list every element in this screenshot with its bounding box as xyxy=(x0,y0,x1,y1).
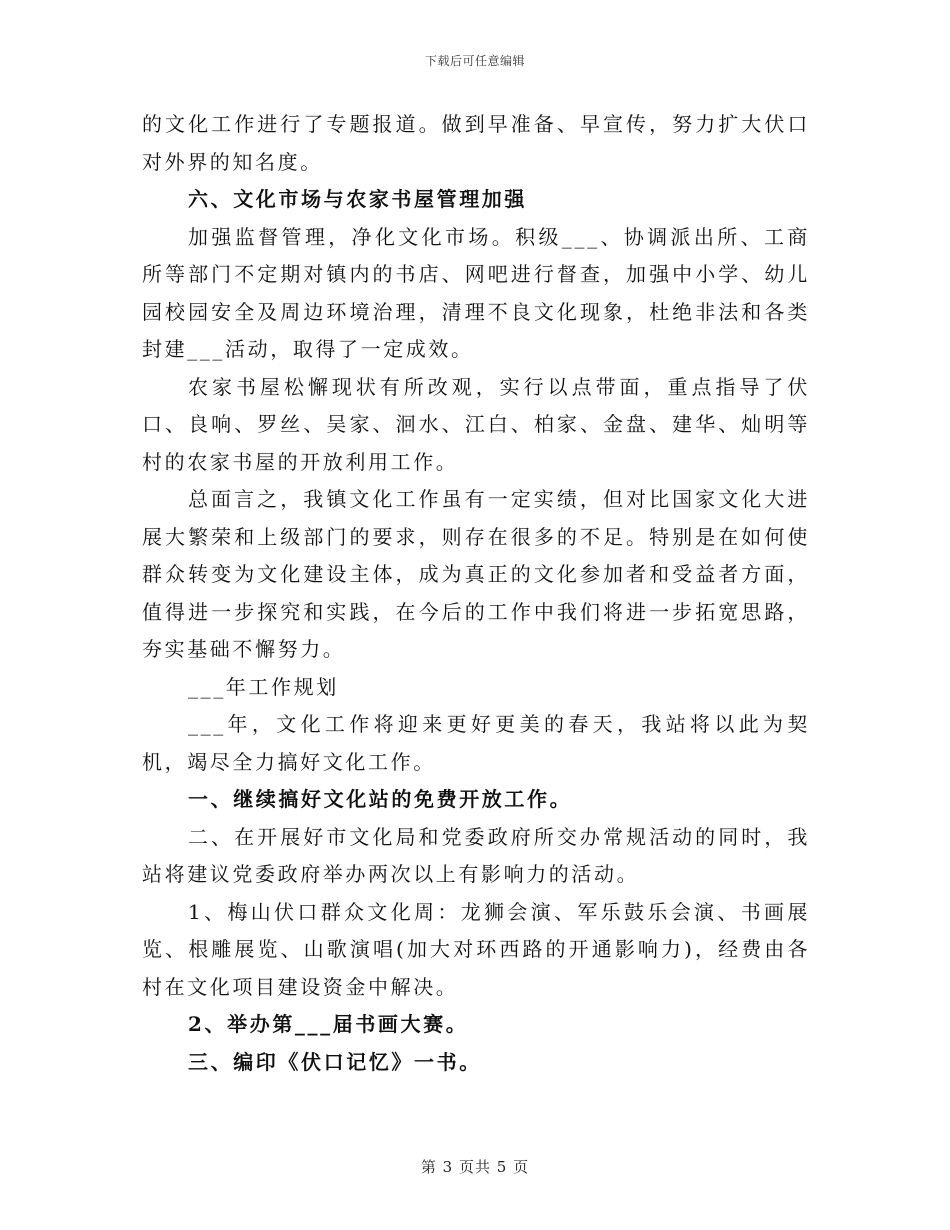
section-heading-6: 六、文化市场与农家书屋管理加强 xyxy=(188,187,527,211)
paragraph-rural-bookhouse: 农家书屋松懈现状有所改观，实行以点带面，重点指导了伏口、良响、罗丝、吴家、洄水、江白、柏家、金盘、建华、灿明等村的农家书屋的开放利用工作。 xyxy=(142,374,810,474)
plan-subitem-1: 1、梅山伏口群众文化周：龙狮会演、军乐鼓乐会演、书画展览、根雕展览、山歌演唱(加大对环西路的开通影响力)，经费由各村在文化项目建设资金中解决。 xyxy=(142,899,810,999)
paragraph-plan-intro: ___年，文化工作将迎来更好更美的春天，我站将以此为契机，竭尽全力搞好文化工作。 xyxy=(142,712,810,774)
plan-subitem-2: 2、举办第___届书画大赛。 xyxy=(188,1012,469,1036)
plan-item-1: 一、继续搞好文化站的免费开放工作。 xyxy=(188,787,573,811)
plan-item-3: 三、编印《伏口记忆》一书。 xyxy=(188,1049,482,1074)
page-footer: 第 3 页共 5 页 xyxy=(420,1158,530,1176)
document-body xyxy=(142,106,810,1081)
page-header: 下载后可任意编辑 xyxy=(424,54,525,68)
plan-title: ___年工作规划 xyxy=(188,674,339,699)
paragraph-continuation: 的文化工作进行了专题报道。做到早准备、早宣传，努力扩大伏口对外界的知名度。 xyxy=(142,112,810,174)
paragraph-market-management: 加强监督管理，净化文化市场。积级___、协调派出所、工商所等部门不定期对镇内的书店、网吧进行督查，加强中小学、幼儿园校园安全及周边环境治理，清理不良文化现象，杜绝非法和各类封建___活动，取得了一定成效。 xyxy=(142,224,810,361)
paragraph-summary: 总面言之，我镇文化工作虽有一定实绩，但对比国家文化大进展大繁荣和上级部门的要求，则存在很多的不足。特别是在如何使群众转变为文化建设主体，成为真正的文化参加者和受益者方面，值得进一步探究和实践，在今后的工作中我们将进一步拓宽思路，夯实基础不懈努力。 xyxy=(142,487,810,661)
plan-item-2: 二、在开展好市文化局和党委政府所交办常规活动的同时，我站将建议党委政府举办两次以上有影响力的活动。 xyxy=(142,824,810,886)
